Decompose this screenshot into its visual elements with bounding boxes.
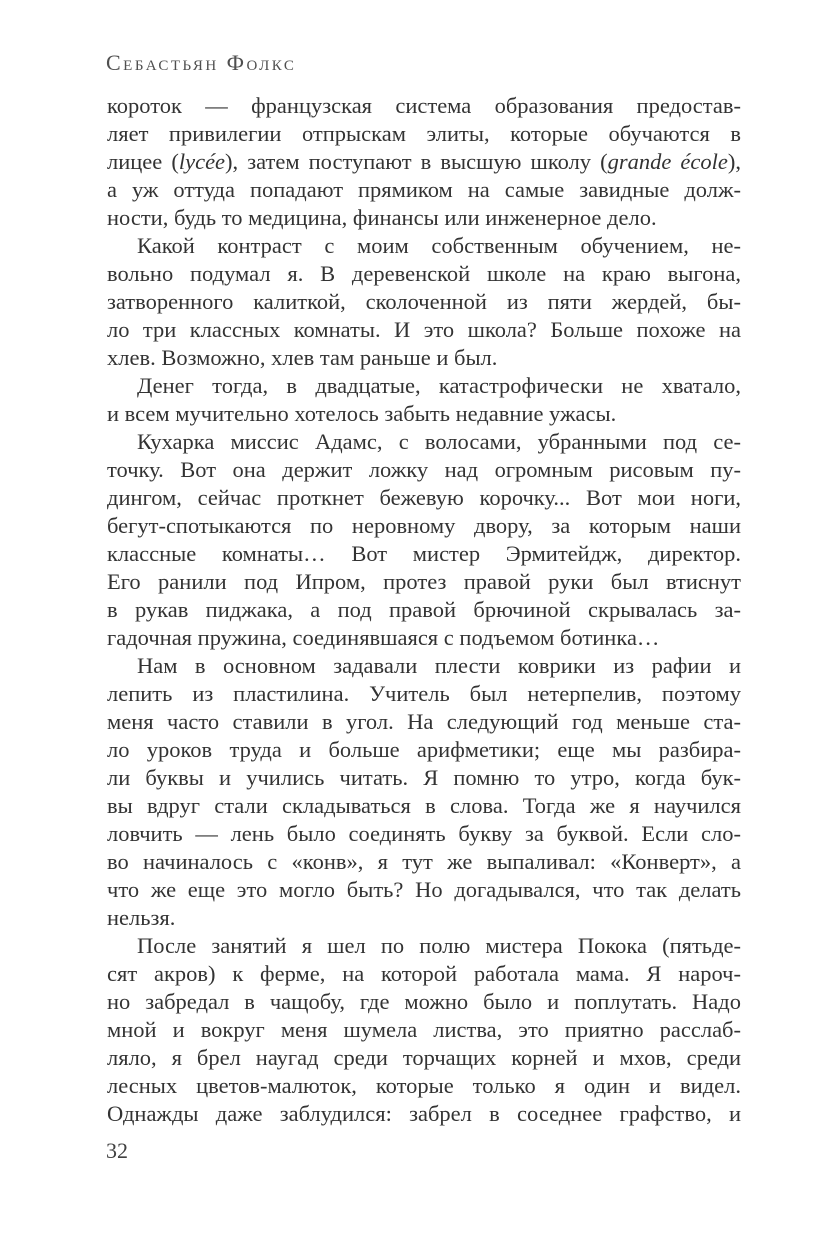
text-line: Его ранили под Ипром, протез правой руки был втиснут [107, 569, 741, 594]
text-line: Нам в основном задавали плести коврики из рафии и [137, 653, 741, 678]
text-line: ло три классных комнаты. И это школа? Больше похоже на [107, 317, 741, 342]
text-line: ляет привилегии отпрыскам элиты, которые обучаются в [107, 121, 741, 146]
text-line: что же еще это могло быть? Но догадывался, что так делать [107, 877, 741, 902]
text-line: затворенного калиткой, сколоченной из пяти жердей, бы- [107, 289, 741, 314]
text-line: вы вдруг стали складываться в слова. Тогда же я научился [107, 793, 741, 818]
text-line: сят акров) к ферме, на которой работала мама. Я нароч- [107, 961, 741, 986]
text-line: вольно подумал я. В деревенской школе на краю выгона, [107, 261, 741, 286]
text-line: в рукав пиджака, а под правой брючиной скрывалась за- [107, 597, 741, 622]
text-body [107, 92, 741, 1128]
text-line: гадочная пружина, соединявшаяся с подъемом ботинка… [107, 625, 660, 650]
paragraph [107, 428, 741, 652]
text-line: хлев. Возможно, хлев там раньше и был. [107, 345, 498, 370]
text-line: точку. Вот она держит ложку над огромным рисовым пу- [107, 457, 741, 482]
paragraph [107, 652, 741, 932]
paragraph [107, 372, 741, 428]
text-line: классные комнаты… Вот мистер Эрмитейдж, директор. [107, 541, 741, 566]
text-line: а уж оттуда попадают прямиком на самые завидные долж- [107, 177, 741, 202]
text-line: лицее (lycée), затем поступают в высшую школу (grande école), [107, 149, 741, 174]
text-line: меня часто ставили в угол. На следующий год меньше ста- [107, 709, 741, 734]
text-line: ности, будь то медицина, финансы или инженерное дело. [107, 205, 657, 230]
text-line: мной и вокруг меня шумела листва, это приятно расслаб- [107, 1017, 741, 1042]
paragraph [107, 92, 741, 232]
paragraph [107, 232, 741, 372]
text-line: во начиналось с «конв», я тут же выпаливал: «Конверт», а [107, 849, 741, 874]
paragraph [107, 932, 741, 1128]
text-line: но забредал в чащобу, где можно было и поплутать. Надо [107, 989, 741, 1014]
text-line: Какой контраст с моим собственным обучением, не- [137, 233, 741, 258]
text-line: После занятий я шел по полю мистера Покока (пятьде- [137, 933, 741, 958]
text-line: лепить из пластилина. Учитель был нетерпелив, поэтому [107, 681, 741, 706]
text-line: Однажды даже заблудился: забрел в соседнее графство, и [107, 1101, 741, 1126]
text-line: Кухарка миссис Адамс, с волосами, убранными под се- [137, 429, 741, 454]
text-line: ляло, я брел наугад среди торчащих корней и мхов, среди [107, 1045, 741, 1070]
text-line: ловчить — лень было соединять букву за буквой. Если сло- [107, 821, 741, 846]
running-header-author: Себастьян Фолкс [106, 50, 297, 75]
text-line: ли буквы и учились читать. Я помню то утро, когда бук- [107, 765, 741, 790]
text-line: ло уроков труда и больше арифметики; еще мы разбира- [107, 737, 741, 762]
text-line: Денег тогда, в двадцатые, катастрофически не хватало, [137, 373, 741, 398]
text-line: дингом, сейчас проткнет бежевую корочку... Вот мои ноги, [107, 485, 741, 510]
text-line: лесных цветов-малюток, которые только я один и видел. [107, 1073, 741, 1098]
page-number: 32 [106, 1138, 128, 1163]
text-line: и всем мучительно хотелось забыть недавние ужасы. [107, 401, 617, 426]
text-line: короток — французская система образования предостав- [107, 93, 741, 118]
text-line: нельзя. [107, 905, 176, 930]
text-line: бегут-спотыкаются по неровному двору, за которым наши [107, 513, 741, 538]
